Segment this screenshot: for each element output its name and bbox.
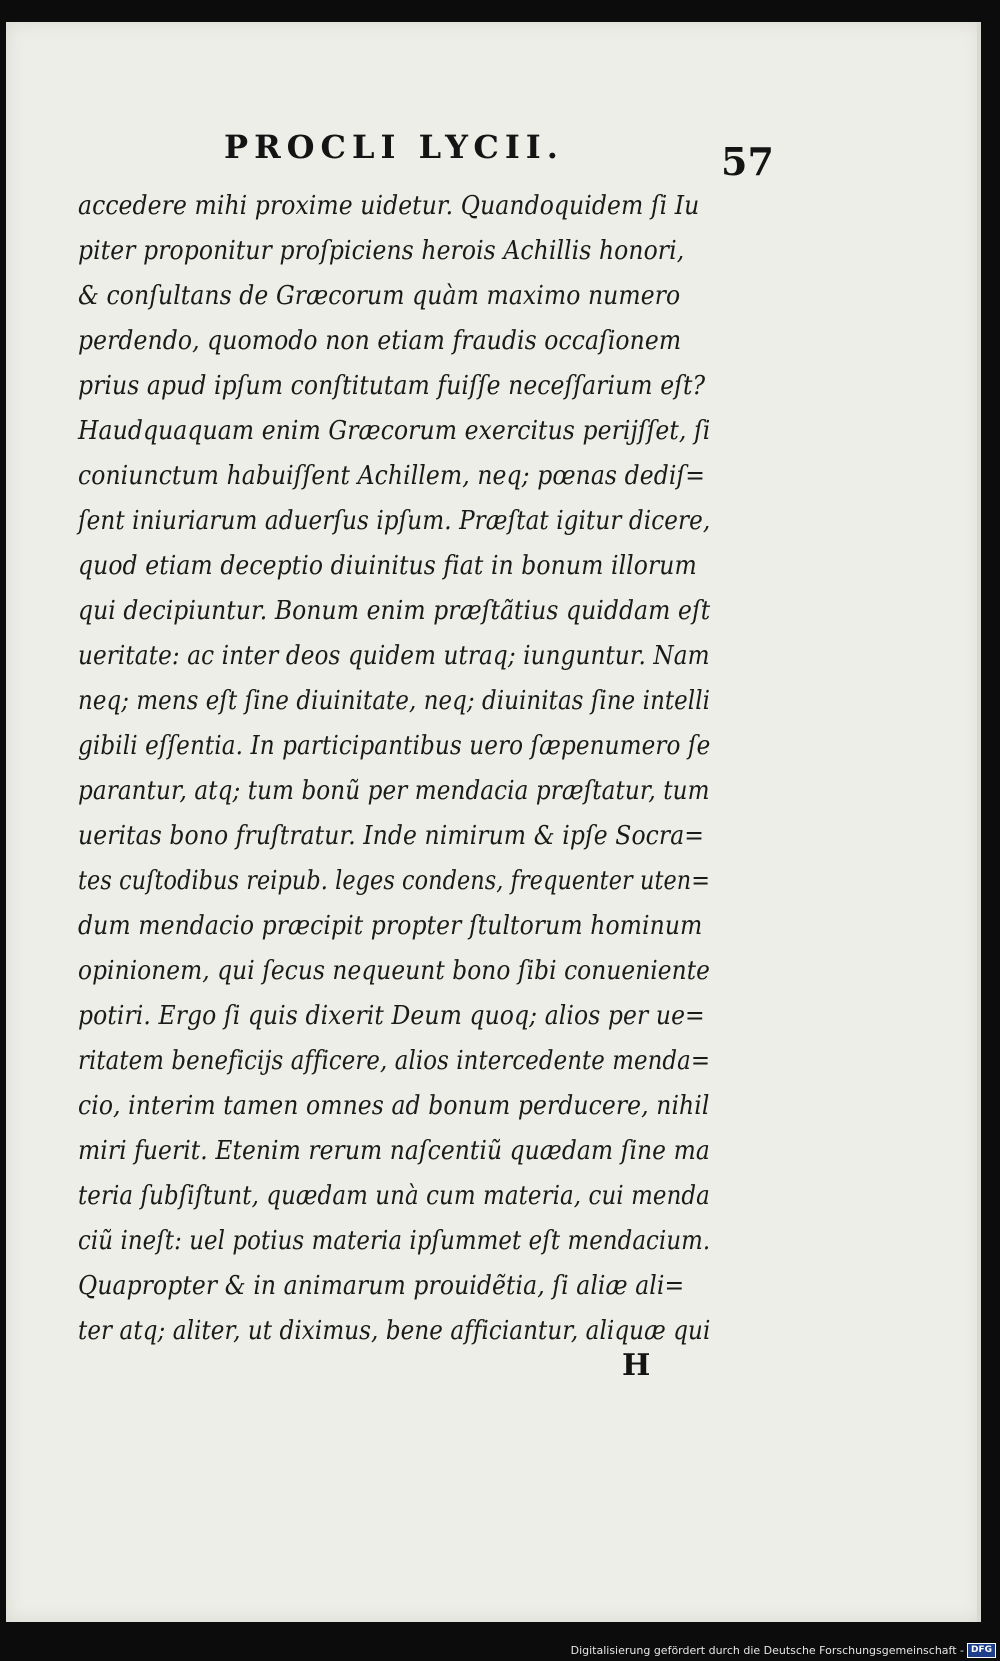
text-line: ſent iniuriarum aduerſus ipſum. Præſtat igitur dicere, (78, 506, 711, 536)
text-line: Haudquaquam enim Græcorum exercitus perijſſet, ſi (78, 416, 711, 446)
footer-credit-text: Digitalisierung gefördert durch die Deutsche Forschungsgemeinschaft - (570, 1643, 964, 1657)
text-line: parantur, atq; tum bonũ per mendacia præſtatur, tum (78, 776, 710, 806)
text-line: ueritas bono fruſtratur. Inde nimirum & ipſe Socra= (78, 821, 705, 851)
running-head: PROCLI LYCII. (224, 128, 564, 166)
text-line: dum mendacio præcipit propter ſtultorum hominum (78, 911, 703, 941)
text-line: prius apud ipſum conſtitutam fuiſſe neceſſarium eſt? (78, 371, 706, 401)
text-line: neq; mens eſt ſine diuinitate, neq; diuinitas ſine intelli (78, 686, 711, 716)
text-line: ciũ ineſt: uel potius materia ipſummet eſt mendacium. (78, 1226, 711, 1256)
text-line: gibili eſſentia. In participantibus uero ſæpenumero ſe (78, 731, 711, 761)
page-edge (977, 22, 981, 1622)
text-line: accedere mihi proxime uidetur. Quandoquidem ſi Iu (78, 191, 700, 221)
text-line: piter proponitur proſpiciens herois Achillis honori, (78, 236, 685, 266)
text-line: teria ſubſiſtunt, quædam unà cum materia, cui menda (78, 1181, 710, 1211)
dfg-logo: DFG (967, 1643, 996, 1658)
text-line: miri fuerit. Etenim rerum naſcentiũ quædam ſine ma (78, 1136, 710, 1166)
text-line: potiri. Ergo ſi quis dixerit Deum quoq; alios per ue= (78, 1001, 705, 1031)
book-page (6, 22, 981, 1622)
signature-mark: H (622, 1348, 651, 1383)
footer-credit (571, 1641, 996, 1659)
text-line: ritatem beneficijs afficere, alios intercedente menda= (78, 1046, 711, 1076)
text-line: opinionem, qui ſecus nequeunt bono ſibi conueniente (78, 956, 710, 986)
text-line: tes cuſtodibus reipub. leges condens, frequenter uten= (78, 866, 711, 896)
text-line: qui decipiuntur. Bonum enim præſtãtius quiddam eſt (78, 596, 711, 626)
page-number: 57 (721, 139, 774, 184)
text-line: ter atq; aliter, ut diximus, bene afficiantur, aliquæ qui (78, 1316, 711, 1346)
text-line: coniunctum habuiſſent Achillem, neq; pœnas dediſ= (78, 461, 705, 491)
text-line: perdendo, quomodo non etiam fraudis occaſionem (78, 326, 682, 356)
text-line: cio, interim tamen omnes ad bonum perducere, nihil (78, 1091, 710, 1121)
text-line: Quapropter & in animarum prouidẽtia, ſi aliæ ali= (78, 1271, 685, 1301)
text-line: & conſultans de Græcorum quàm maximo numero (78, 281, 681, 311)
body-text (78, 184, 778, 1354)
text-line: ueritate: ac inter deos quidem utraq; iunguntur. Nam (78, 641, 710, 671)
text-line: quod etiam deceptio diuinitus fiat in bonum illorum (78, 551, 697, 581)
